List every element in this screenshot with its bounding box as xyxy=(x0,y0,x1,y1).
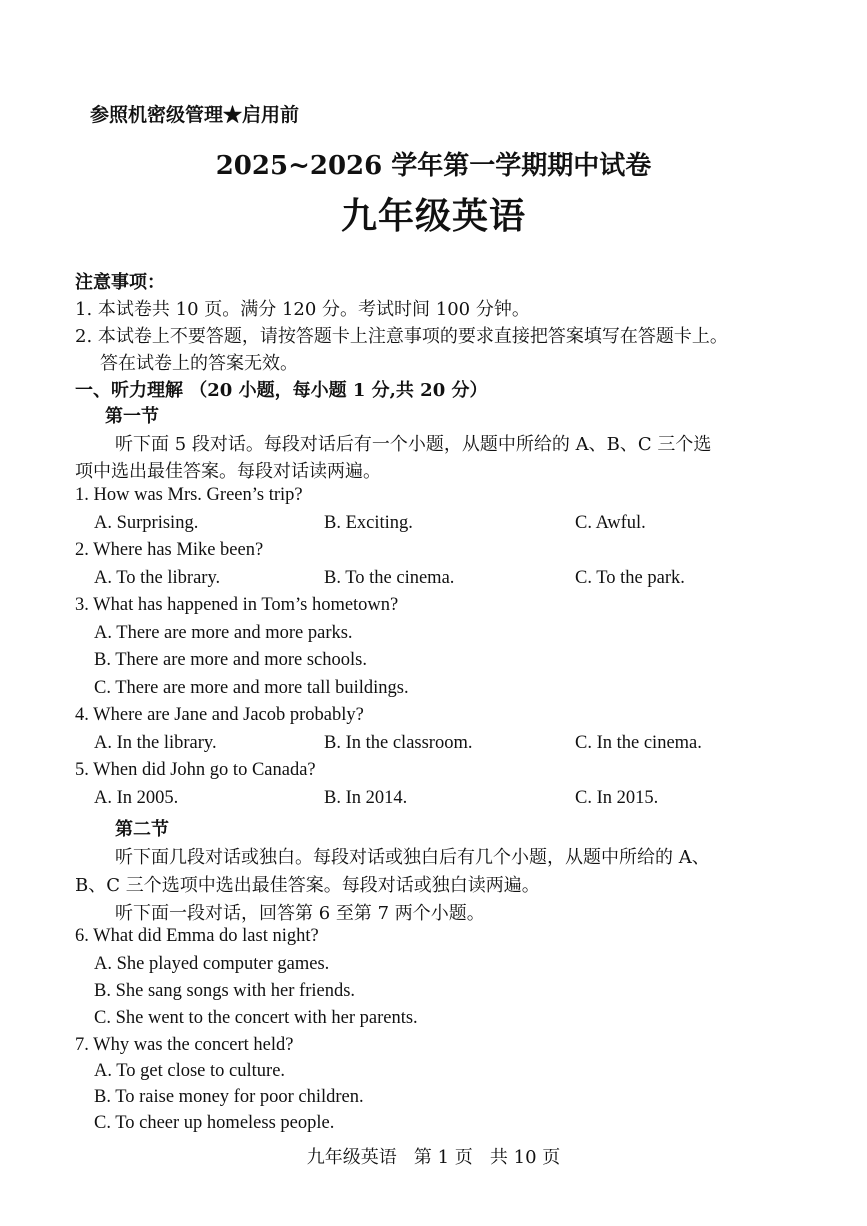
section1-instruction-line-1: 听下面 5 段对话。每段对话后有一个小题，从题中所给的 A、B、C 三个选 xyxy=(115,434,712,455)
question-5-option-a: A. In 2005. xyxy=(94,788,179,808)
notice-heading: 注意事项： xyxy=(75,272,165,293)
question-6-option-a: A. She played computer games. xyxy=(94,954,330,974)
question-5-stem: 5. When did John go to Canada? xyxy=(75,760,316,780)
question-6-option-b: B. She sang songs with her friends. xyxy=(94,981,356,1001)
notice-item-2-line-2: 答在试卷上的答案无效。 xyxy=(100,353,298,374)
question-4-stem: 4. Where are Jane and Jacob probably? xyxy=(75,705,364,725)
section1-instruction-line-2: 项中选出最佳答案。每段对话读两遍。 xyxy=(75,461,381,482)
question-2-option-b: B. To the cinema. xyxy=(324,568,455,588)
question-5-option-c: C. In 2015. xyxy=(575,788,659,808)
notice-item-1: 1. 本试卷共 10 页。满分 120 分。考试时间 100 分钟。 xyxy=(75,299,530,320)
subject-title: 九年级英语 xyxy=(340,195,526,237)
notice-item-2-line-1: 2. 本试卷上不要答题，请按答题卡上注意事项的要求直接把答案填写在答题卡上。 xyxy=(75,326,728,347)
question-1-option-a: A. Surprising. xyxy=(94,513,199,533)
question-2-option-c: C. To the park. xyxy=(575,568,685,588)
question-7-option-a: A. To get close to culture. xyxy=(94,1061,286,1081)
question-1-option-b: B. Exciting. xyxy=(324,513,413,533)
section2-title: 第二节 xyxy=(115,819,169,840)
question-6-stem: 6. What did Emma do last night? xyxy=(75,926,319,946)
part1-heading: 一、听力理解 （20 小题，每小题 1 分,共 20 分） xyxy=(75,380,488,401)
question-1-option-c: C. Awful. xyxy=(575,513,646,533)
section2-instruction-line-3: 听下面一段对话，回答第 6 至第 7 两个小题。 xyxy=(115,903,485,924)
section2-instruction-line-2: B、C 三个选项中选出最佳答案。每段对话或独白读两遍。 xyxy=(75,875,540,896)
question-4-option-a: A. In the library. xyxy=(94,733,217,753)
question-7-option-b: B. To raise money for poor children. xyxy=(94,1087,364,1107)
page-footer: 九年级英语 第 1 页 共 10 页 xyxy=(306,1147,561,1168)
exam-title: 2025~2026 学年第一学期期中试卷 xyxy=(215,151,652,181)
question-6-option-c: C. She went to the concert with her parents. xyxy=(94,1008,418,1028)
section1-title: 第一节 xyxy=(105,406,159,427)
question-2-option-a: A. To the library. xyxy=(94,568,221,588)
question-3-option-a: A. There are more and more parks. xyxy=(94,623,353,643)
question-2-stem: 2. Where has Mike been? xyxy=(75,540,264,560)
section2-instruction-line-1: 听下面几段对话或独白。每段对话或独白后有几个小题，从题中所给的 A、 xyxy=(115,847,710,868)
question-7-option-c: C. To cheer up homeless people. xyxy=(94,1113,335,1133)
confidential-label: 参照机密级管理★启用前 xyxy=(90,104,300,126)
question-3-stem: 3. What has happened in Tom’s hometown? xyxy=(75,595,399,615)
question-3-option-c: C. There are more and more tall buildings. xyxy=(94,678,409,698)
question-7-stem: 7. Why was the concert held? xyxy=(75,1035,294,1055)
question-4-option-c: C. In the cinema. xyxy=(575,733,702,753)
question-5-option-b: B. In 2014. xyxy=(324,788,408,808)
question-4-option-b: B. In the classroom. xyxy=(324,733,473,753)
question-3-option-b: B. There are more and more schools. xyxy=(94,650,367,670)
question-1-stem: 1. How was Mrs. Green’s trip? xyxy=(75,485,303,505)
